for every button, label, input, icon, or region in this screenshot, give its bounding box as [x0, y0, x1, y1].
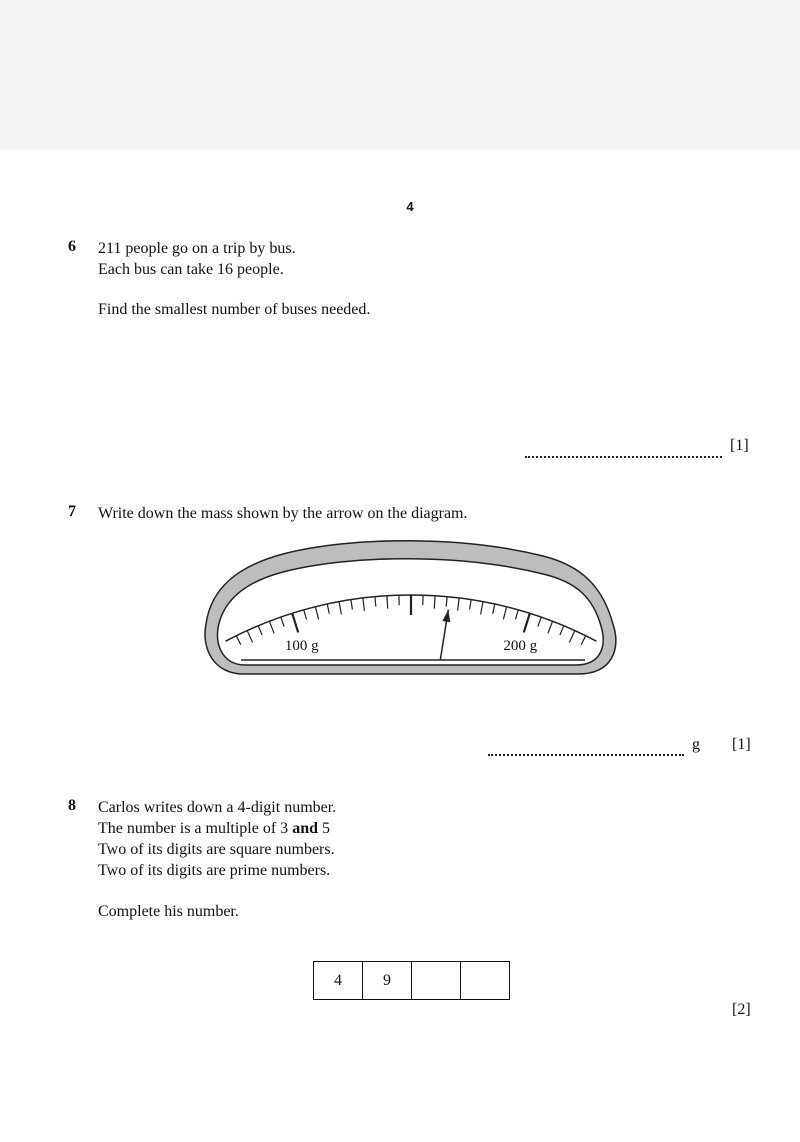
digit-box-1[interactable]: 4: [314, 962, 363, 999]
page-number: 4: [406, 199, 414, 214]
question-8-line-2-start: The number is a multiple of 3: [98, 820, 289, 837]
question-8-instruction: Complete his number.: [98, 903, 239, 920]
digit-boxes: [313, 961, 510, 1000]
scale-tick: [434, 596, 435, 609]
question-6-number: 6: [68, 238, 76, 255]
question-6-answer-line[interactable]: [525, 456, 722, 458]
scale-tick: [387, 596, 388, 609]
question-6-instruction: Find the smallest number of buses needed.: [98, 301, 371, 318]
top-margin-band: [0, 0, 800, 150]
question-7-unit: g: [692, 736, 700, 753]
scale-label-100g: 100 g: [284, 637, 319, 654]
question-8-and-bold: and: [292, 820, 318, 837]
scale-label-200g: 200 g: [503, 637, 538, 654]
question-7-marks: [1]: [732, 736, 751, 753]
question-6-text: [98, 238, 296, 280]
question-8-marks: [2]: [732, 1001, 751, 1018]
question-8-line-2: [98, 818, 336, 839]
weighing-scale-diagram: [203, 538, 618, 678]
question-7-text: Write down the mass shown by the arrow on the diagram.: [98, 505, 468, 522]
weighing-scale-svg: [203, 538, 618, 678]
digit-box-4[interactable]: [461, 962, 510, 999]
question-6-line-2: Each bus can take 16 people.: [98, 261, 284, 278]
question-8-text: [98, 797, 336, 881]
question-8-line-4: Two of its digits are prime numbers.: [98, 862, 331, 879]
question-8-line-3: Two of its digits are square numbers.: [98, 841, 335, 858]
question-7-answer-line[interactable]: [488, 754, 684, 756]
question-6-line-1: 211 people go on a trip by bus.: [98, 240, 296, 257]
digit-box-3[interactable]: [412, 962, 461, 999]
question-6-marks: [1]: [730, 437, 749, 454]
question-7-number: 7: [68, 503, 76, 520]
question-8-line-1: Carlos writes down a 4-digit number.: [98, 799, 337, 816]
question-8-line-2-end: 5: [321, 820, 330, 837]
digit-box-2[interactable]: 9: [363, 962, 412, 999]
question-8-number: 8: [68, 797, 76, 814]
